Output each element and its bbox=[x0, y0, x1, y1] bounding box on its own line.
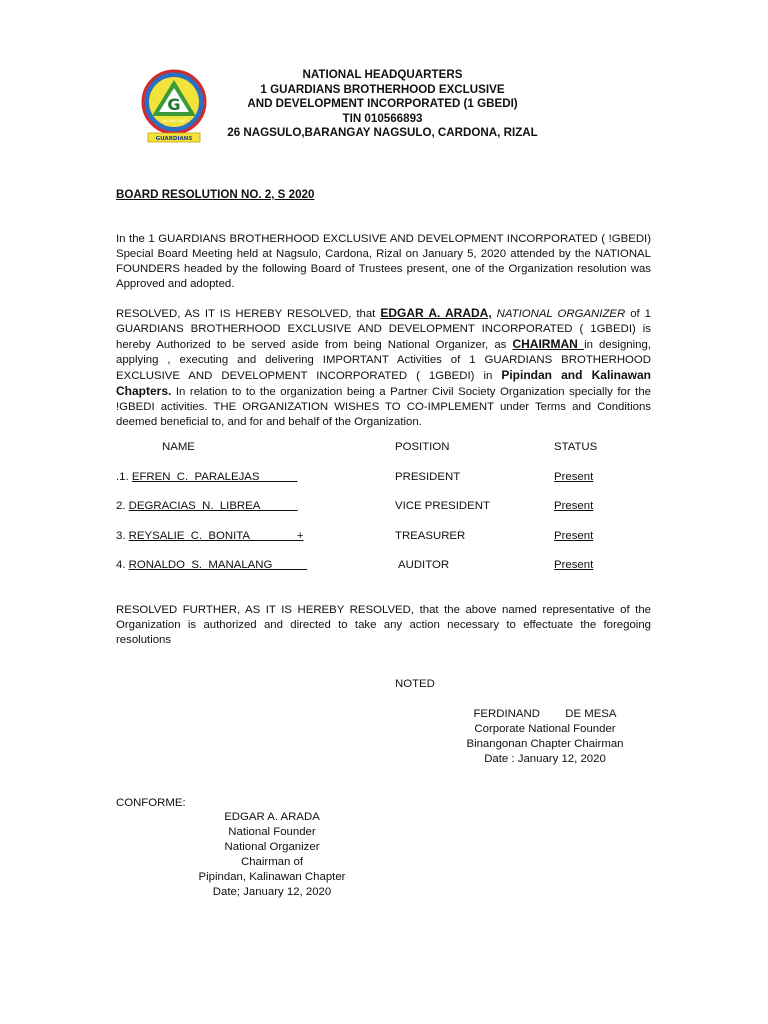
organization-logo bbox=[134, 66, 214, 146]
table-row bbox=[116, 558, 307, 573]
table-row bbox=[116, 470, 297, 485]
logo-banner-text: GUARDIANS bbox=[155, 136, 193, 142]
logo-motto: WE ARE ONE bbox=[162, 119, 186, 123]
header-line-4: TIN 010566893 bbox=[342, 111, 423, 125]
member-position: AUDITOR bbox=[398, 559, 450, 571]
row-number: 4. bbox=[116, 559, 126, 571]
member-name: DEGRACIAS N. LIBREA bbox=[128, 500, 298, 512]
row-number: 2. bbox=[116, 500, 126, 512]
conforme-title-1: National Founder bbox=[228, 826, 316, 838]
appointee-role: NATIONAL ORGANIZER bbox=[491, 308, 626, 320]
conforme-title-4: Pipindan, Kalinawan Chapter bbox=[198, 871, 346, 883]
noted-date: Date : January 12, 2020 bbox=[484, 753, 606, 765]
resolved-text-c: of 1 GUARDIANS BROTHERHOOD EXCLUSIVE AND DEVELOPMENT INCORPORATED ( 1GBEDI) is hereby Authorized to be served aside from being National Organizer, as bbox=[116, 308, 651, 351]
conforme-signature-block bbox=[172, 810, 372, 900]
conforme-date: Date; January 12, 2020 bbox=[212, 886, 332, 898]
logo-letter: G bbox=[167, 95, 181, 114]
chapters-name: Pipindan and Kalinawan Chapters. bbox=[116, 368, 651, 398]
noted-name: FERDINAND DE MESA bbox=[473, 708, 617, 720]
resolved-further-paragraph: RESOLVED FURTHER, AS IT IS HEREBY RESOLVED, that the above named representative of the Organization is authorized and directed to take any action necessary to effectuate the foregoing resolutions bbox=[116, 604, 651, 646]
header-line-1: NATIONAL HEADQUARTERS bbox=[302, 68, 463, 81]
member-status: Present bbox=[554, 471, 594, 483]
noted-title-2: Binangonan Chapter Chairman bbox=[466, 738, 624, 750]
member-name: EFREN C. PARALEJAS bbox=[131, 471, 298, 483]
member-status: Present bbox=[554, 530, 594, 542]
member-name: RONALDO S. MANALANG bbox=[128, 559, 308, 571]
member-position: VICE PRESIDENT bbox=[395, 500, 490, 512]
column-header-position: POSITION bbox=[395, 441, 450, 453]
member-position: TREASURER bbox=[395, 530, 466, 542]
member-position: PRESIDENT bbox=[395, 471, 461, 483]
noted-signature-block bbox=[455, 707, 635, 767]
noted-title-1: Corporate National Founder bbox=[474, 723, 616, 735]
conforme-title-2: National Organizer bbox=[224, 841, 320, 853]
conforme-label: CONFORME: bbox=[116, 797, 186, 809]
conforme-name: EDGAR A. ARADA bbox=[224, 811, 320, 823]
resolved-text-e: In relation to to the organization being a Partner Civil Society Organization specially for the !GBEDI activities. THE ORGANIZATION WISHES TO CO-IMPLEMENT under Terms and Conditions deemed beneficial to, and for and behalf of the Organization. bbox=[116, 386, 651, 428]
chairman-term: CHAIRMAN bbox=[512, 337, 585, 351]
noted-label: NOTED bbox=[395, 678, 435, 690]
column-header-name: NAME bbox=[162, 441, 195, 453]
table-row bbox=[116, 529, 304, 544]
column-header-status: STATUS bbox=[554, 441, 598, 453]
header-line-3: AND DEVELOPMENT INCORPORATED (1 GBEDI) bbox=[247, 97, 518, 110]
member-status: Present bbox=[554, 559, 594, 571]
row-number: 3. bbox=[116, 530, 126, 542]
letterhead bbox=[220, 68, 545, 141]
resolved-paragraph bbox=[116, 306, 651, 430]
header-line-2: 1 GUARDIANS BROTHERHOOD EXCLUSIVE bbox=[260, 82, 505, 96]
member-name: REYSALIE C. BONITA + bbox=[128, 530, 304, 542]
appointee-name: EDGAR A. ARADA, bbox=[380, 306, 492, 320]
table-row bbox=[116, 499, 298, 514]
intro-paragraph: In the 1 GUARDIANS BROTHERHOOD EXCLUSIVE AND DEVELOPMENT INCORPORATED ( !GBEDI) Special Board Meeting held at Nagsulo, Cardona, Rizal on January 5, 2020 attended by the NATIONAL FOUNDERS headed by the following Board of Trustees present, one of the Organization resolution was Approved and adopted. bbox=[116, 233, 651, 290]
row-number: .1. bbox=[116, 471, 129, 483]
member-status: Present bbox=[554, 500, 594, 512]
resolved-text-d: in designing, applying , executing and delivering IMPORTANT Activities of 1 GUARDIANS BROTHERHOOD EXCLUSIVE AND DEVELOPMENT INCORPORATED ( 1GBEDI) in bbox=[116, 339, 651, 382]
resolution-title: BOARD RESOLUTION NO. 2, S 2020 bbox=[116, 188, 315, 201]
header-line-5: 26 NAGSULO,BARANGAY NAGSULO, CARDONA, RIZAL bbox=[227, 126, 538, 139]
resolved-text-a: RESOLVED, AS IT IS HEREBY RESOLVED, that bbox=[116, 308, 381, 320]
conforme-title-3: Chairman of bbox=[240, 856, 304, 868]
